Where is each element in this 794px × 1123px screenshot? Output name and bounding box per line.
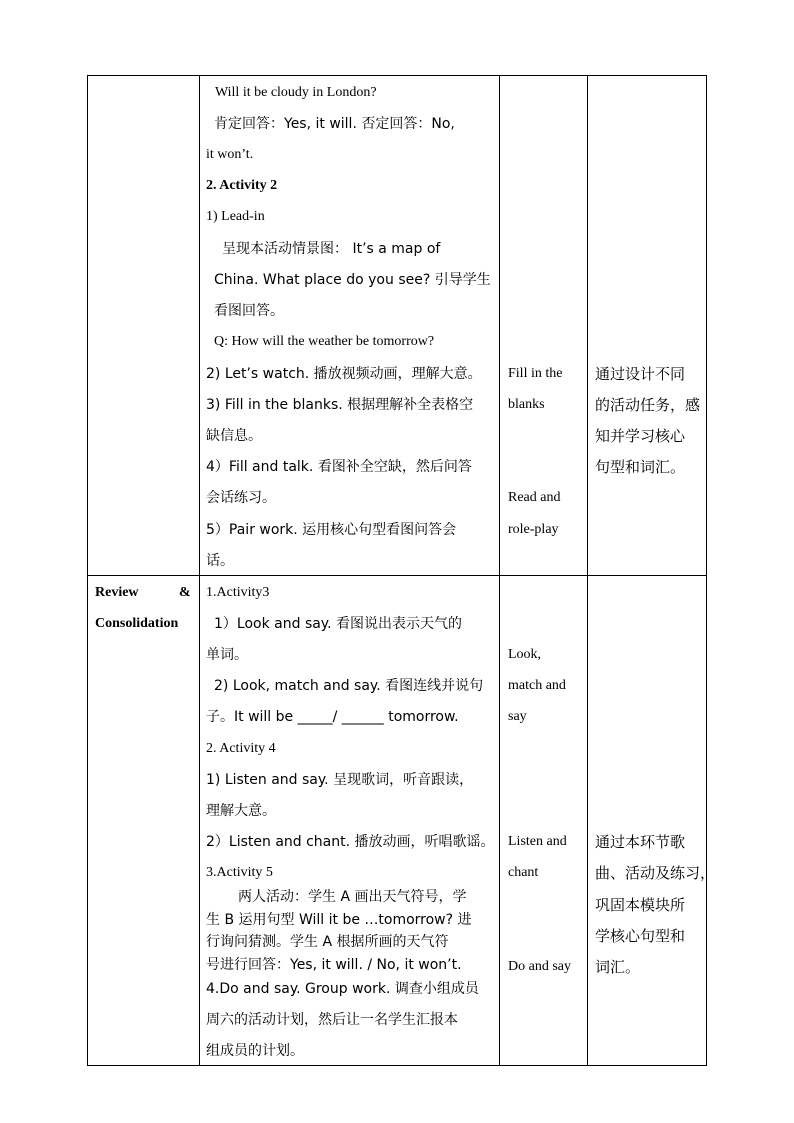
activity-label: match and — [508, 678, 566, 693]
content-line: 2) Look, match and say. 看图连线并说句 — [214, 678, 484, 694]
content-line: 1) Listen and say. 呈现歌词，听音跟读， — [206, 772, 474, 788]
content-line: 行询问猜测。学生 A 根据所画的天气符 — [206, 934, 449, 950]
content-line: 4）Fill and talk. 看图补全空缺，然后问答 — [206, 459, 472, 475]
activity-label: role-play — [508, 522, 559, 537]
activity-label: chant — [508, 865, 539, 880]
content-line: 1) Lead-in — [206, 209, 265, 224]
content-line: 生 B 运用句型 Will it be …tomorrow? 进 — [206, 912, 472, 928]
content-line: 4.Do and say. Group work. 调查小组成员 — [206, 981, 479, 997]
purpose-line: 词汇。 — [595, 958, 641, 976]
purpose-line: 曲、活动及练习， — [595, 864, 716, 882]
content-line: 子。It will be _____/ ______ tomorrow. — [206, 709, 459, 725]
column-divider — [199, 76, 200, 1065]
content-line: 单词。 — [206, 647, 248, 663]
content-line: 周六的活动计划，然后让一名学生汇报本 — [206, 1012, 458, 1028]
activity-label: Fill in the — [508, 366, 563, 381]
purpose-line: 学核心句型和 — [595, 927, 686, 945]
content-line: 3) Fill in the blanks. 根据理解补全表格空 — [206, 397, 474, 413]
content-line: 两人活动：学生 A 画出天气符号，学 — [238, 889, 467, 905]
content-line: it won’t. — [206, 147, 254, 162]
content-line: Will it be cloudy in London? — [215, 85, 377, 100]
content-line: 会话练习。 — [206, 490, 276, 506]
content-line: 1.Activity3 — [206, 585, 270, 600]
content-line: 话。 — [206, 553, 234, 569]
stage-label: Consolidation — [95, 616, 179, 631]
content-line: 号进行回答：Yes, it will. / No, it won’t. — [206, 957, 462, 973]
purpose-line: 通过本环节歌 — [595, 833, 686, 851]
activity-label: Listen and — [508, 834, 567, 849]
content-line: 呈现本活动情景图： It’s a map of — [222, 241, 441, 257]
content-line: 组成员的计划。 — [206, 1043, 304, 1059]
content-line: 1）Look and say. 看图说出表示天气的 — [214, 616, 463, 632]
content-heading: 2. Activity 2 — [206, 178, 278, 193]
content-line: 5）Pair work. 运用核心句型看图问答会 — [206, 522, 457, 538]
content-line: 理解大意。 — [206, 803, 276, 819]
activity-label: Look, — [508, 647, 542, 662]
purpose-line: 巩固本模块所 — [595, 896, 686, 914]
purpose-line: 句型和词汇。 — [595, 458, 686, 476]
content-line: 肯定回答：Yes, it will. 否定回答：No, — [214, 116, 455, 132]
content-line: 看图回答。 — [214, 303, 284, 319]
activity-label: say — [508, 709, 527, 724]
content-line: 2）Listen and chant. 播放动画，听唱歌谣。 — [206, 834, 495, 850]
activity-label: Do and say — [508, 959, 571, 974]
purpose-line: 通过设计不同 — [595, 365, 686, 383]
column-divider — [499, 76, 500, 1065]
stage-label: & — [179, 585, 191, 600]
activity-label: blanks — [508, 397, 545, 412]
content-line: 2. Activity 4 — [206, 741, 276, 756]
purpose-line: 知并学习核心 — [595, 427, 686, 445]
content-line: Q: How will the weather be tomorrow? — [214, 334, 435, 349]
content-line: China. What place do you see? 引导学生 — [214, 272, 491, 288]
content-line: 缺信息。 — [206, 428, 262, 444]
content-line: 3.Activity 5 — [206, 865, 273, 880]
content-line: 2) Let’s watch. 播放视频动画，理解大意。 — [206, 366, 482, 382]
column-divider — [587, 76, 588, 1065]
row-divider — [88, 575, 706, 576]
stage-label: Review — [95, 585, 139, 600]
activity-label: Read and — [508, 490, 561, 505]
purpose-line: 的活动任务，感 — [595, 396, 701, 414]
